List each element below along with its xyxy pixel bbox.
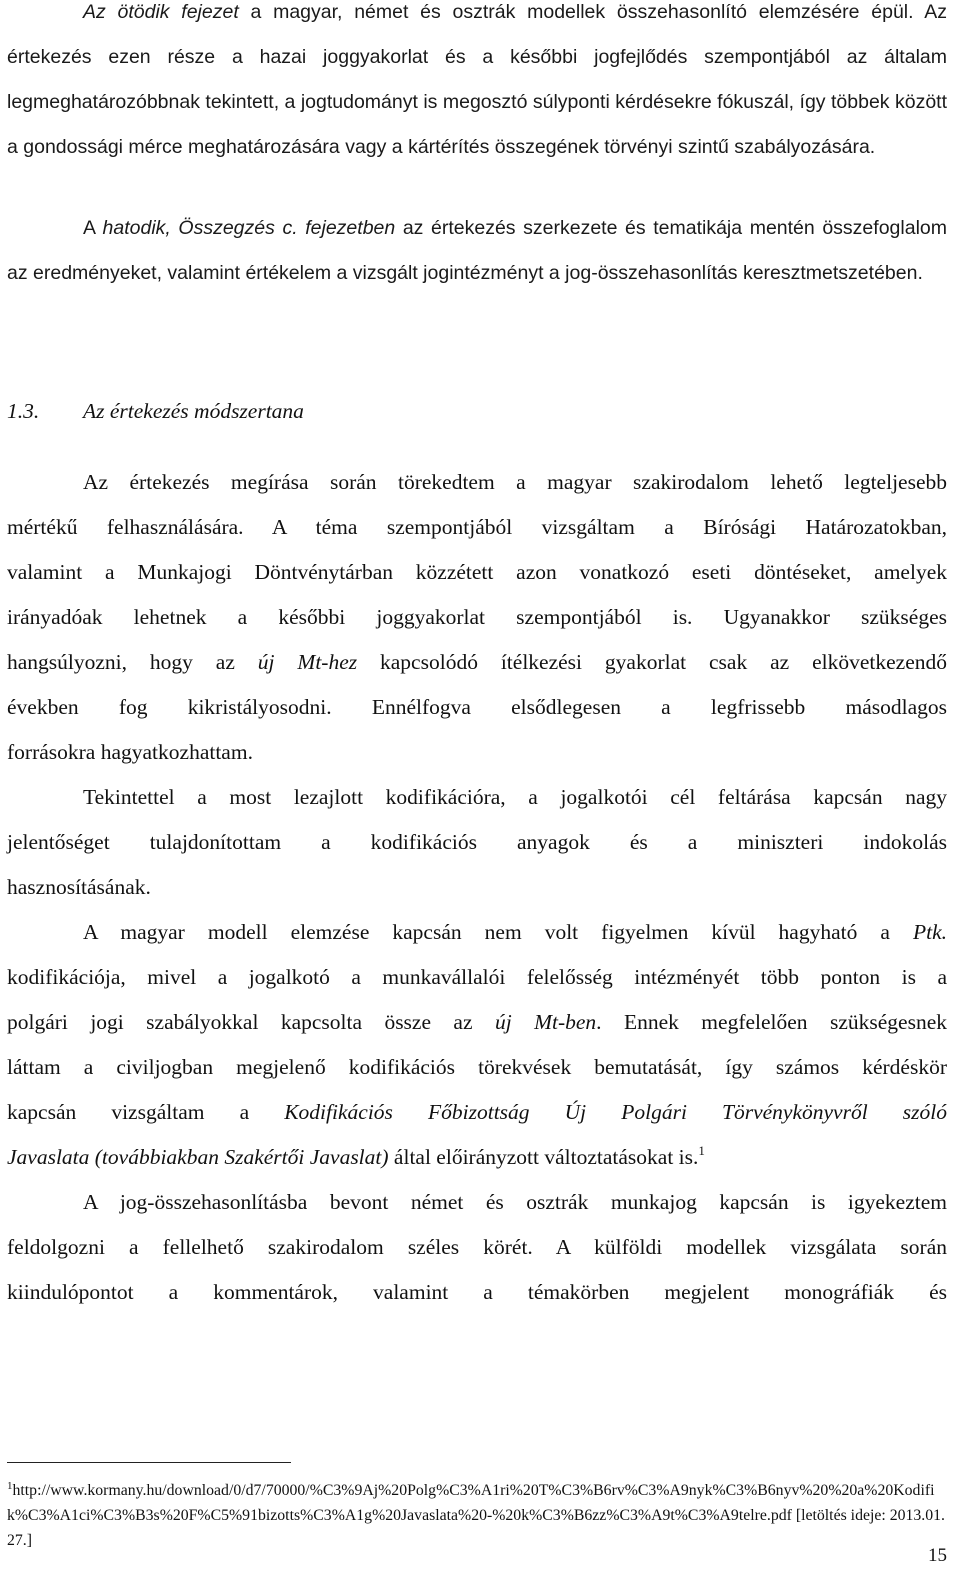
text-line: jelentőséget tulajdonítottam a kodifikációs anyagok és a miniszteri indokolás	[7, 830, 947, 854]
paragraph-codification	[7, 775, 947, 910]
text-line: láttam a civiljogban megjelenő kodifikációs törekvések bemutatását, így számos kérdéskör	[7, 1055, 947, 1079]
text-line: években fog kikristályosodni. Ennélfogva elsődlegesen a legfrissebb másodlagos	[7, 695, 947, 719]
text-line: forrásokra hagyatkozhattam.	[7, 740, 253, 764]
paragraph-comparative-law	[7, 1180, 947, 1315]
text-line: feldolgozni a fellelhető szakirodalom széles körét. A külföldi modellek vizsgálata során	[7, 1235, 947, 1259]
footnote-link[interactable]: http://www.kormany.hu/download/0/d7/70000/%C3%9Aj%20Polg%C3%A1ri%20T%C3%B6rv%C3%A9nyk%C3%B6nyv%20%20a%20Kodifik%C3%A1ci%C3%B3s%20F%C5%91bizotts%C3%A1g%20Javaslata%20-%20k%C3%B6zz%C3%A9t%C3%A9telre.pdf [letöltés ideje: 2013.01.27.]	[7, 1482, 946, 1549]
page-number: 15	[928, 1545, 947, 1566]
paragraph-civil-code	[7, 910, 947, 1180]
paragraph-text: a magyar, német és osztrák modellek összehasonlító elemzésére épül. Az értekezés ezen része a hazai joggyakorlat és a későbbi jogfejlődés szempontjából az általam legmeghatározóbbnak tekintett, a jogtudományt is megosztó súlyponti kérdésekre fókuszál, így többek között a gondossági mérce meghatározására vagy a kártérítés összegének törvényi szintű szabályozására.	[7, 1, 947, 158]
document-page	[7, 0, 947, 1583]
text-line	[7, 910, 947, 955]
text-line: kodifikációja, mivel a jogalkotó a munkavállalói felelősség intézményét több ponton is a	[7, 965, 947, 989]
paragraph-text: A	[83, 217, 103, 239]
text-segment: hangsúlyozni, hogy az	[7, 650, 258, 674]
footnote-marker: 1	[7, 1480, 13, 1492]
paragraph-sources	[7, 460, 947, 775]
italic-term: Ptk.	[912, 920, 947, 944]
text-line: valamint a Munkajogi Döntvénytárban közzétett azon vonatkozó eseti döntéseket, amelyek	[7, 560, 947, 584]
text-line: Az értekezés megírása során törekedtem a magyar szakirodalom lehető legteljesebb	[83, 470, 947, 494]
text-segment: kapcsolódó ítélkezési gyakorlat csak az elkövetkezendő	[357, 650, 947, 674]
text-line: hasznosításának.	[7, 875, 151, 899]
text-line: mértékű felhasználására. A téma szempontjából vizsgáltam a Bírósági Határozatokban,	[7, 515, 947, 539]
text-line	[7, 1000, 947, 1045]
section-title: Az értekezés módszertana	[83, 399, 304, 423]
italic-term: Javaslata (továbbiakban Szakértői Javaslat)	[7, 1145, 389, 1169]
italic-term: Kodifikációs Főbizottság Új Polgári Törvénykönyvről szóló	[284, 1100, 947, 1124]
chapter-six-label: hatodik, Összegzés c. fejezetben	[102, 217, 396, 239]
italic-term: új Mt-hez	[257, 650, 358, 674]
section-number: 1.3.	[7, 399, 40, 423]
italic-term: új Mt-ben	[494, 1010, 597, 1034]
footnote	[7, 1478, 947, 1553]
text-line: kiindulópontot a kommentárok, valamint a témakörben megjelent monográfiák és	[7, 1280, 947, 1304]
text-segment: A magyar modell elemzése kapcsán nem volt figyelmen kívül hagyható a	[83, 920, 913, 944]
text-line	[7, 1090, 947, 1135]
text-line	[7, 1135, 947, 1180]
paragraph-chapter-five	[7, 0, 947, 170]
footnote-separator	[7, 1462, 291, 1463]
paragraph-chapter-six	[7, 206, 947, 296]
text-line: A jog-összehasonlításba bevont német és osztrák munkajog kapcsán is igyekeztem	[83, 1190, 947, 1214]
text-line: Tekintettel a most lezajlott kodifikációra, a jogalkotói cél feltárása kapcsán nagy	[83, 785, 947, 809]
section-heading	[7, 396, 947, 426]
text-segment: polgári jogi szabályokkal kapcsolta össze az	[7, 1010, 495, 1034]
text-line: irányadóak lehetnek a későbbi joggyakorlat szempontjából is. Ugyanakkor szükséges	[7, 605, 947, 629]
text-segment: által előirányzott változtatásokat is.	[388, 1145, 699, 1169]
text-segment: . Ennek megfelelően szükségesnek	[596, 1010, 947, 1034]
chapter-five-label: Az ötödik fejezet	[83, 1, 239, 23]
footnote-reference[interactable]: 1	[698, 1143, 705, 1158]
text-segment: kapcsán vizsgáltam a	[7, 1100, 285, 1124]
text-line	[7, 640, 947, 685]
paragraph-text: az értekezés szerkezete és tematikája mentén összefoglalom az eredményeket, valamint értékelem a vizsgált jogintézményt a jog-összehasonlítás keresztmetszetében.	[7, 217, 947, 284]
